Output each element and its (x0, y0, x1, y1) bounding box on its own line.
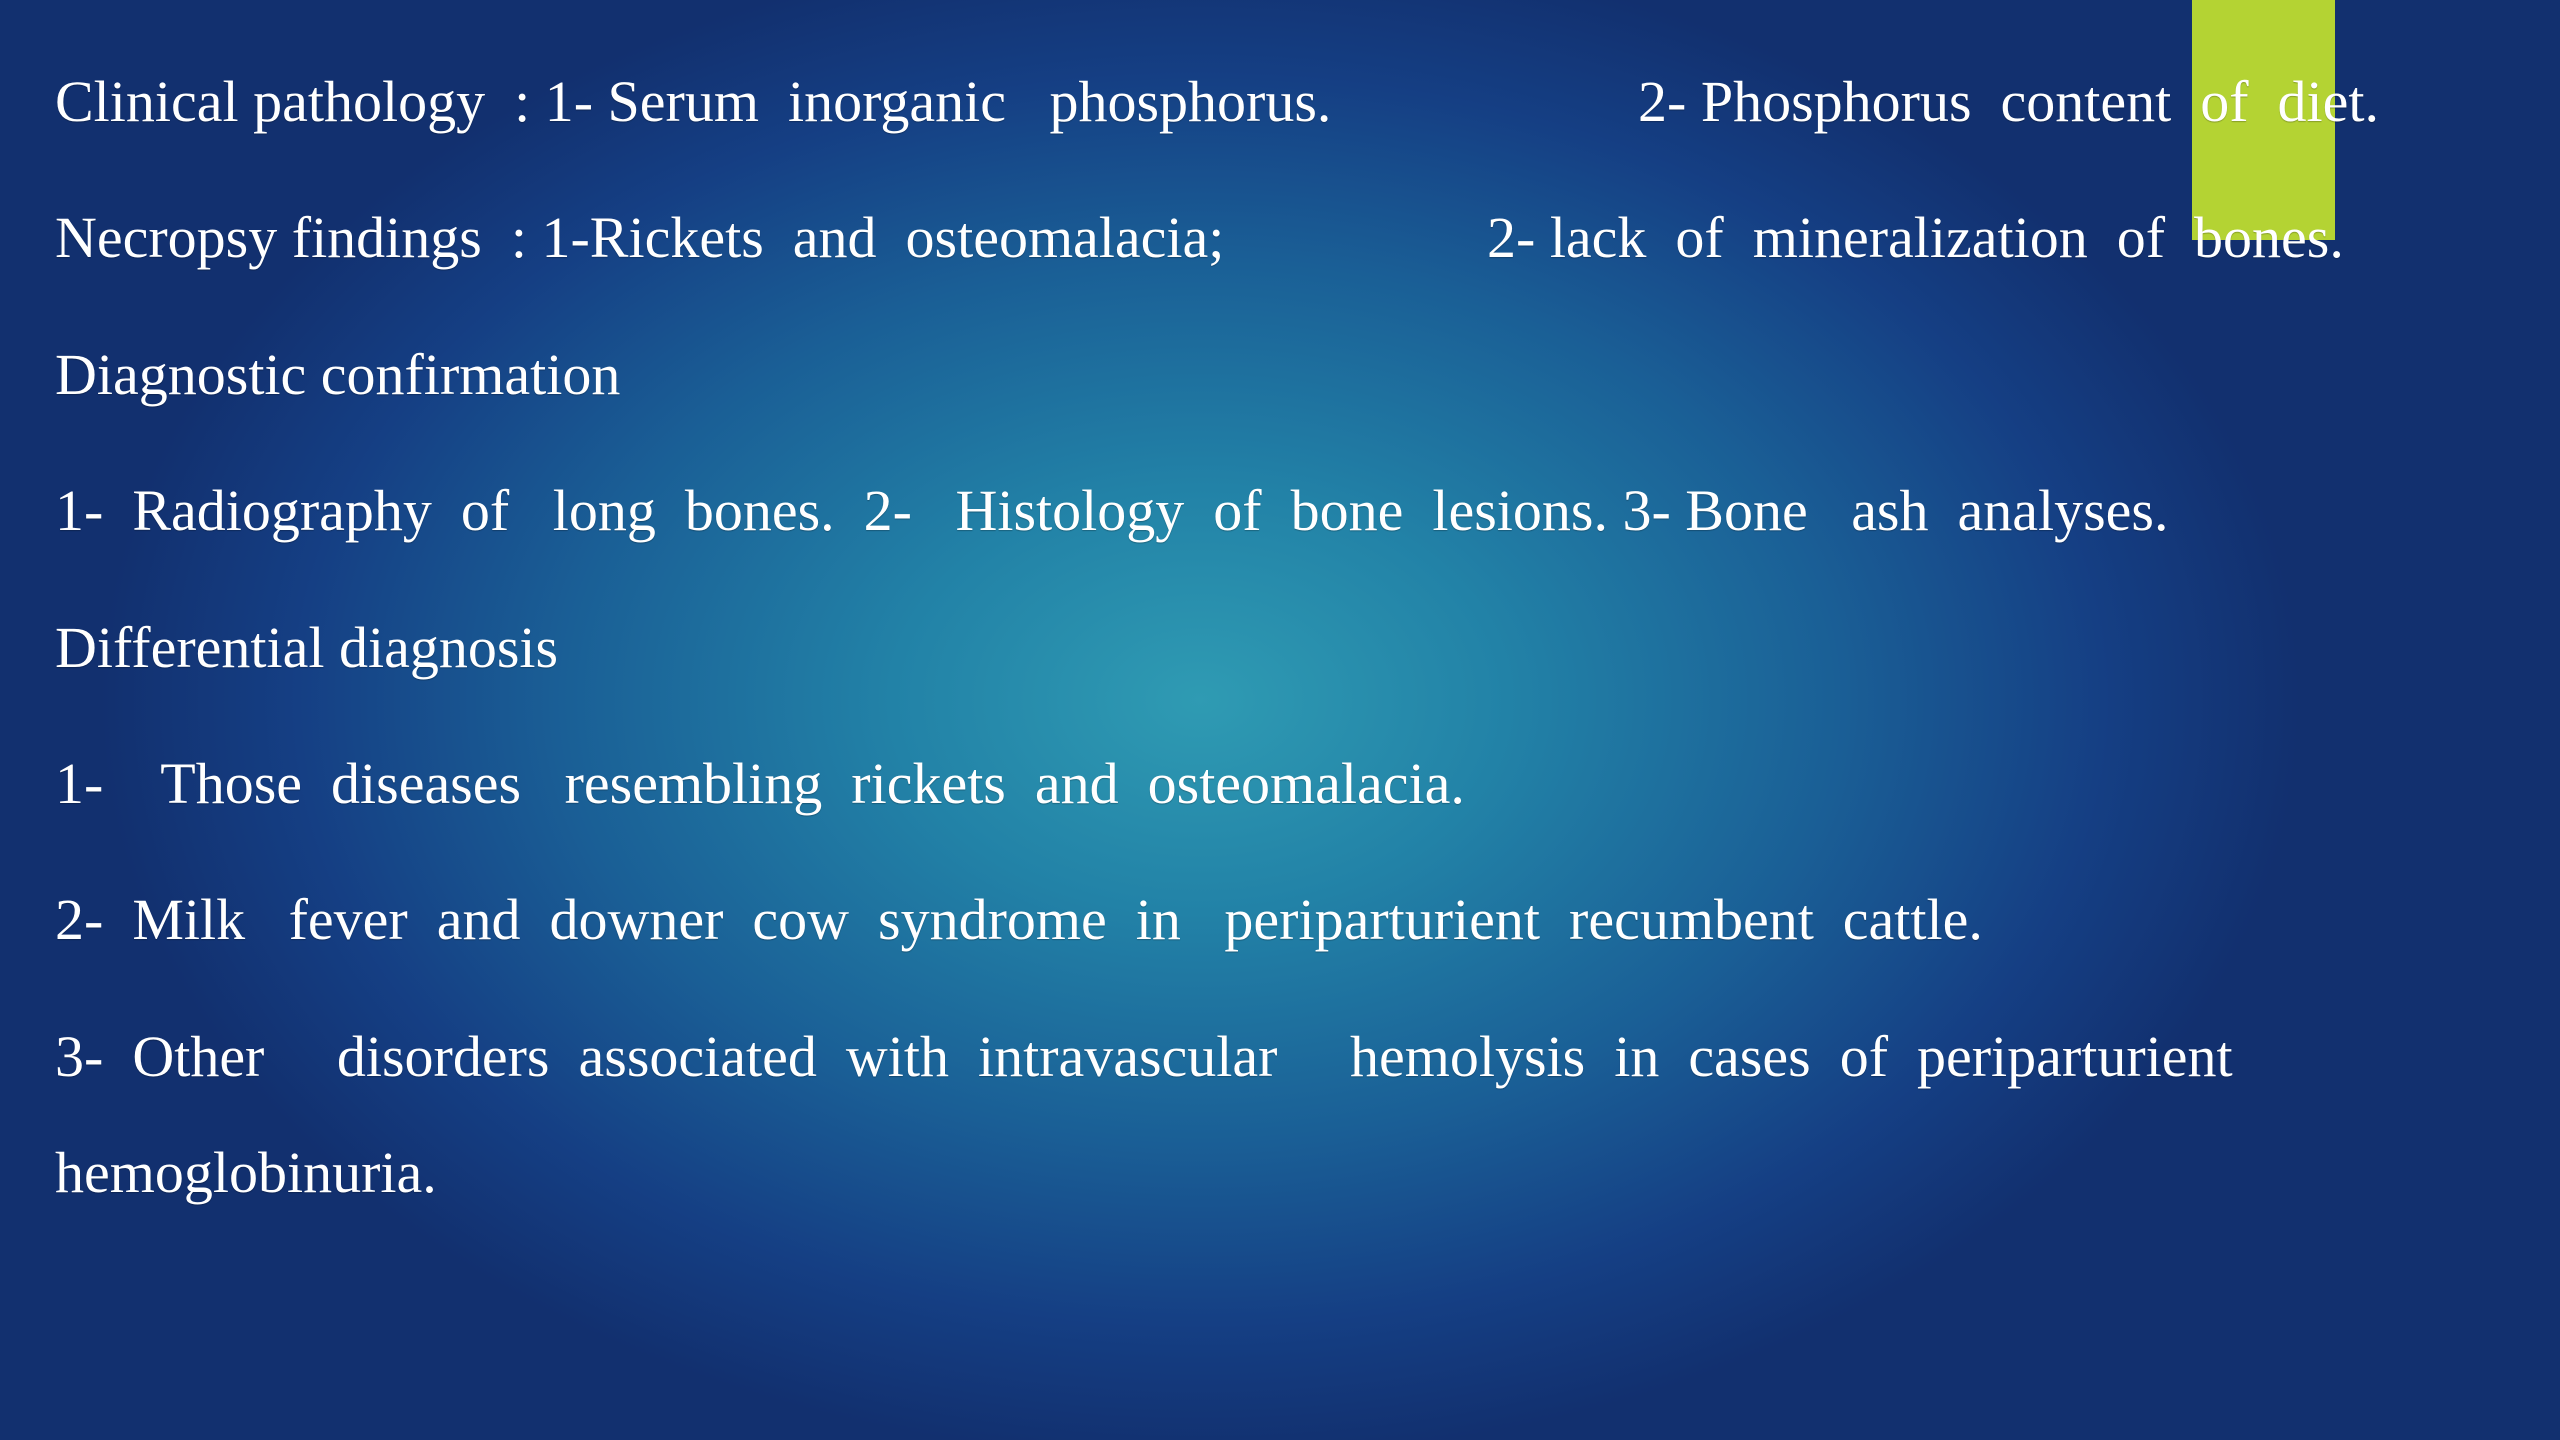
differential-item-1: 1- Those diseases resembling rickets and osteomalacia. (55, 751, 1465, 816)
necropsy-findings-text: Necropsy findings : 1-Rickets and osteomalacia; (55, 205, 1225, 270)
diet-phosphorus-text: 2- Phosphorus content of diet. (1638, 69, 2380, 134)
differential-item-3: 3- Other disorders associated with intravascular hemolysis in cases of periparturient (55, 1024, 2233, 1089)
mineralization-text: 2- lack of mineralization of bones. (1487, 205, 2344, 270)
clinical-pathology-text: Clinical pathology : 1- Serum inorganic phosphorus. (55, 69, 1332, 134)
differential-item-2: 2- Milk fever and downer cow syndrome in periparturient recumbent cattle. (55, 887, 1983, 952)
differential-item-3-continued: hemoglobinuria. (55, 1140, 437, 1205)
diagnostic-confirmation-items: 1- Radiography of long bones. 2- Histology of bone lesions. 3- Bone ash analyses. (55, 478, 2169, 543)
diagnostic-confirmation-heading: Diagnostic confirmation (55, 342, 621, 407)
differential-diagnosis-heading: Differential diagnosis (55, 615, 559, 680)
